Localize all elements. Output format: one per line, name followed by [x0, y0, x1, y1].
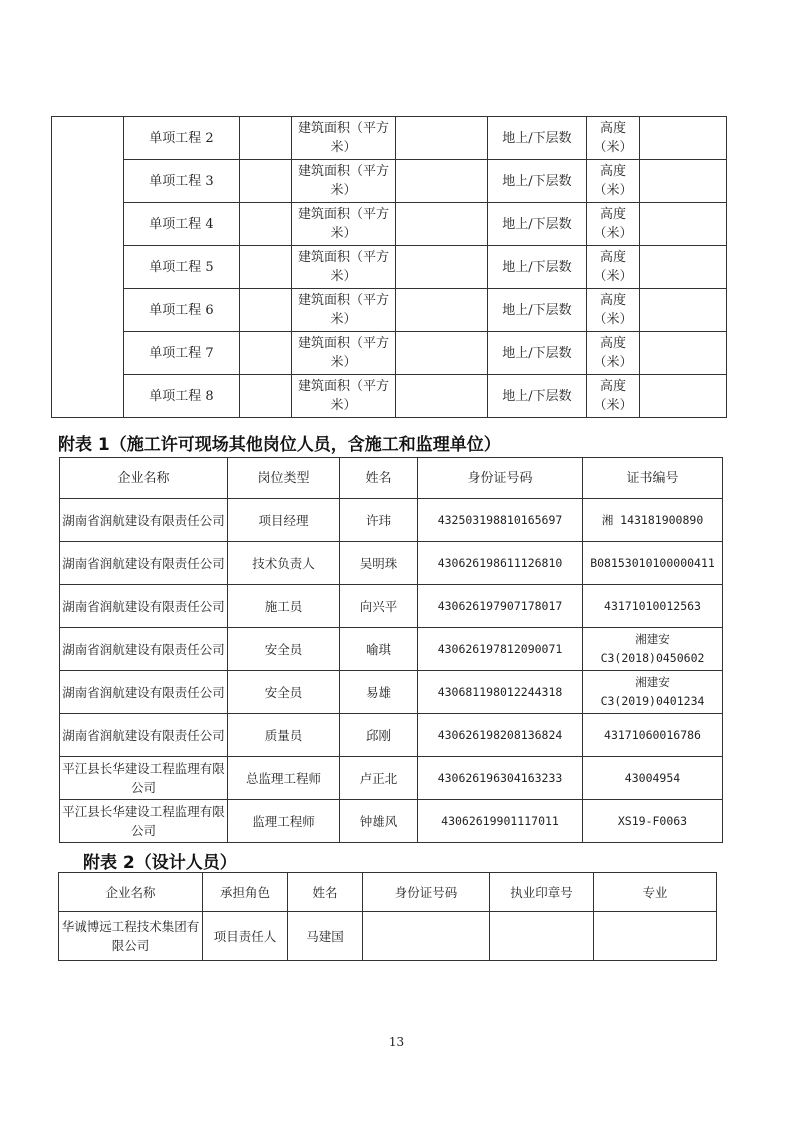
name-cell: 向兴平: [340, 585, 418, 628]
empty-cell: [640, 246, 727, 289]
table-header-row: [59, 873, 717, 912]
name-cell: 易雄: [340, 671, 418, 714]
role-cell: 安全员: [228, 671, 340, 714]
table-header-row: [60, 458, 723, 499]
project-row: [52, 203, 727, 246]
cert-cell: 湘建安C3(2019)0401234: [583, 671, 723, 714]
floors-label: 地上/下层数: [488, 332, 587, 375]
id-cell: 430626198208136824: [418, 714, 583, 757]
header-cert: 证书编号: [583, 458, 723, 499]
name-cell: 喻琪: [340, 628, 418, 671]
area-label: 建筑面积（平方米）: [292, 246, 396, 289]
role-cell: 总监理工程师: [228, 757, 340, 800]
height-label: 高度（米）: [587, 203, 640, 246]
table-row: [60, 800, 723, 843]
company-cell: 湖南省润航建设有限责任公司: [60, 499, 228, 542]
empty-cell: [240, 289, 292, 332]
empty-cell: [396, 160, 488, 203]
project-name: 单项工程 2: [124, 117, 240, 160]
table-row: [60, 499, 723, 542]
empty-cell: [240, 117, 292, 160]
table-row: [59, 912, 717, 961]
project-name: 单项工程 7: [124, 332, 240, 375]
seal-cell: [490, 912, 594, 961]
empty-cell: [396, 375, 488, 418]
empty-cell: [640, 332, 727, 375]
floors-label: 地上/下层数: [488, 246, 587, 289]
floors-label: 地上/下层数: [488, 203, 587, 246]
empty-cell: [240, 203, 292, 246]
area-label: 建筑面积（平方米）: [292, 117, 396, 160]
appendix1-table: [59, 457, 723, 843]
header-name: 姓名: [288, 873, 363, 912]
appendix2-table: [58, 872, 717, 961]
project-row: [52, 160, 727, 203]
height-label: 高度（米）: [587, 160, 640, 203]
project-row: [52, 117, 727, 160]
table-row: [60, 628, 723, 671]
company-cell: 湖南省润航建设有限责任公司: [60, 714, 228, 757]
height-label: 高度（米）: [587, 375, 640, 418]
table-row: [60, 671, 723, 714]
company-cell: 平江县长华建设工程监理有限公司: [60, 800, 228, 843]
header-id: 身份证号码: [363, 873, 490, 912]
name-cell: 卢正北: [340, 757, 418, 800]
id-cell: 430626197812090071: [418, 628, 583, 671]
role-cell: 项目经理: [228, 499, 340, 542]
project-row: [52, 332, 727, 375]
role-cell: 监理工程师: [228, 800, 340, 843]
merged-category-cell: [52, 117, 124, 418]
role-cell: 质量员: [228, 714, 340, 757]
company-cell: 湖南省润航建设有限责任公司: [60, 671, 228, 714]
area-label: 建筑面积（平方米）: [292, 160, 396, 203]
name-cell: 邱刚: [340, 714, 418, 757]
empty-cell: [396, 332, 488, 375]
company-cell: 平江县长华建设工程监理有限公司: [60, 757, 228, 800]
id-cell: 430626197907178017: [418, 585, 583, 628]
project-name: 单项工程 3: [124, 160, 240, 203]
appendix2-title: 附表 2（设计人员）: [83, 853, 237, 873]
company-cell: 湖南省润航建设有限责任公司: [60, 628, 228, 671]
id-cell: 432503198810165697: [418, 499, 583, 542]
cert-cell: XS19-F0063: [583, 800, 723, 843]
height-label: 高度（米）: [587, 117, 640, 160]
empty-cell: [240, 375, 292, 418]
cert-cell: 湘建安C3(2018)0450602: [583, 628, 723, 671]
header-name: 姓名: [340, 458, 418, 499]
cert-cell: 43171010012563: [583, 585, 723, 628]
project-row: [52, 375, 727, 418]
empty-cell: [640, 289, 727, 332]
cert-cell: 43004954: [583, 757, 723, 800]
role-cell: 项目责任人: [203, 912, 288, 961]
name-cell: 许玮: [340, 499, 418, 542]
height-label: 高度（米）: [587, 246, 640, 289]
id-cell: 43062619901117011: [418, 800, 583, 843]
floors-label: 地上/下层数: [488, 160, 587, 203]
project-name: 单项工程 6: [124, 289, 240, 332]
name-cell: 吴明珠: [340, 542, 418, 585]
role-cell: 安全员: [228, 628, 340, 671]
role-cell: 技术负责人: [228, 542, 340, 585]
header-id: 身份证号码: [418, 458, 583, 499]
empty-cell: [240, 246, 292, 289]
major-cell: [594, 912, 717, 961]
area-label: 建筑面积（平方米）: [292, 375, 396, 418]
id-cell: [363, 912, 490, 961]
floors-label: 地上/下层数: [488, 289, 587, 332]
cert-cell: 湘 143181900890: [583, 499, 723, 542]
empty-cell: [396, 117, 488, 160]
header-major: 专业: [594, 873, 717, 912]
cert-cell: B08153010100000411: [583, 542, 723, 585]
cert-cell: 43171060016786: [583, 714, 723, 757]
empty-cell: [396, 203, 488, 246]
area-label: 建筑面积（平方米）: [292, 203, 396, 246]
project-row: [52, 246, 727, 289]
name-cell: 马建国: [288, 912, 363, 961]
table-row: [60, 757, 723, 800]
table-row: [60, 714, 723, 757]
role-cell: 施工员: [228, 585, 340, 628]
empty-cell: [640, 160, 727, 203]
company-cell: 华诚博远工程技术集团有限公司: [59, 912, 203, 961]
header-company: 企业名称: [60, 458, 228, 499]
id-cell: 430626198611126810: [418, 542, 583, 585]
project-name: 单项工程 5: [124, 246, 240, 289]
appendix1-title: 附表 1（施工许可现场其他岗位人员，含施工和监理单位）: [58, 435, 501, 455]
page-number: 13: [388, 1035, 405, 1049]
height-label: 高度（米）: [587, 289, 640, 332]
company-cell: 湖南省润航建设有限责任公司: [60, 542, 228, 585]
name-cell: 钟雄风: [340, 800, 418, 843]
empty-cell: [640, 203, 727, 246]
header-company: 企业名称: [59, 873, 203, 912]
floors-label: 地上/下层数: [488, 375, 587, 418]
project-name: 单项工程 8: [124, 375, 240, 418]
table-row: [60, 542, 723, 585]
empty-cell: [640, 375, 727, 418]
empty-cell: [396, 246, 488, 289]
floors-label: 地上/下层数: [488, 117, 587, 160]
empty-cell: [240, 332, 292, 375]
table-row: [60, 585, 723, 628]
id-cell: 430626196304163233: [418, 757, 583, 800]
empty-cell: [240, 160, 292, 203]
header-role: 岗位类型: [228, 458, 340, 499]
header-seal: 执业印章号: [490, 873, 594, 912]
header-role: 承担角色: [203, 873, 288, 912]
company-cell: 湖南省润航建设有限责任公司: [60, 585, 228, 628]
height-label: 高度（米）: [587, 332, 640, 375]
project-row: [52, 289, 727, 332]
project-table: [51, 116, 727, 418]
project-name: 单项工程 4: [124, 203, 240, 246]
empty-cell: [640, 117, 727, 160]
empty-cell: [396, 289, 488, 332]
id-cell: 430681198012244318: [418, 671, 583, 714]
area-label: 建筑面积（平方米）: [292, 332, 396, 375]
area-label: 建筑面积（平方米）: [292, 289, 396, 332]
